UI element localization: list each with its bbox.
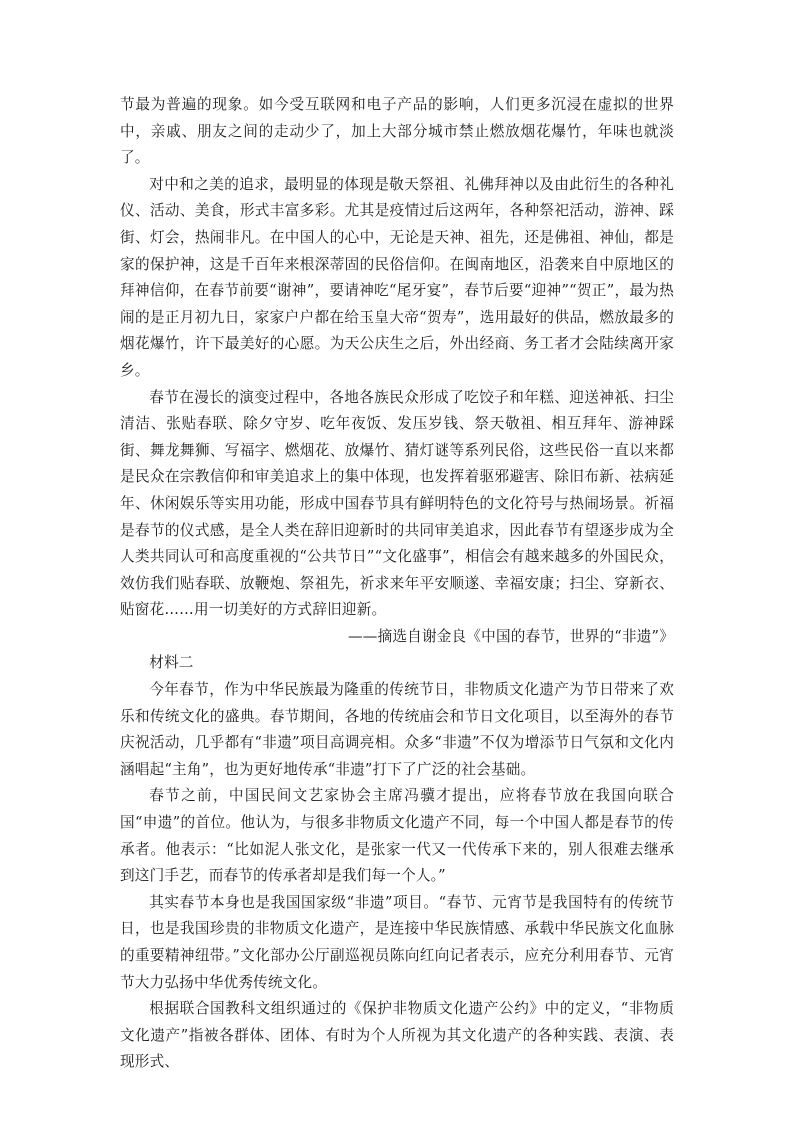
paragraph-unesco-definition: 根据联合国教科文组织通过的《保护非物质文化遗产公约》中的定义，“非物质文化遗产”指被各群体、团体、有时为个人所视为其文化遗产的各种实践、表演、表现形式、 xyxy=(120,1000,674,1071)
paragraph-worship: 对中和之美的追求，最明显的体现是敬天祭祖、礼佛拜神以及由此衍生的各种礼仪、活动、美食，形式丰富多彩。尤其是疫情过后这两年，各种祭祀活动，游神、踩街、灯会，热闹非凡。在中国人的心中，无论是天神、祖先，还是佛祖、神仙，都是家的保护神，这是千百年来根深蒂固的民俗信仰。在闽南地区，沿袭来自中原地区的拜神信仰，在春节前要“谢神”，要请神吃“尾牙宴”，春节后要“迎神”“贺正”，最为热闹的是正月初九日，家家户户都在给玉皇大帝“贺寿”，选用最好的供品，燃放最多的烟花爆竹，许下最美好的心愿。为天公庆生之后，外出经商、务工者才会陆续离开家乡。 xyxy=(120,175,674,379)
paragraph-continuation: 节最为普遍的现象。如今受互联网和电子产品的影响，人们更多沉浸在虚拟的世界中，亲戚、朋友之间的走动少了，加上大部分城市禁止燃放烟花爆竹，年味也就淡了。 xyxy=(120,96,674,167)
paragraph-feng-jicai: 春节之前，中国民间文艺家协会主席冯骥才提出，应将春节放在我国向联合国“申遗”的首位。他认为，与很多非物质文化遗产不同，每一个中国人都是春节的传承者。他表示：“比如泥人张文化，是张家一代又一代传承下来的，别人很难去继承到这门手艺，而春节的传承者却是我们每一个人。” xyxy=(120,787,674,885)
paragraph-national-project: 其实春节本身也是我国国家级“非遗”项目。“春节、元宵节是我国特有的传统节日，也是我国珍贵的非物质文化遗产，是连接中华民族情感、承载中华民族文化血脉的重要精神纽带。”文化部办公厅副巡视员陈向红向记者表示，应充分利用春节、元宵节大力弘扬中华优秀传统文化。 xyxy=(120,893,674,991)
paragraph-customs: 春节在漫长的演变过程中，各地各族民众形成了吃饺子和年糕、迎送神祇、扫尘清洁、张贴春联、除夕守岁、吃年夜饭、发压岁钱、祭天敬祖、相互拜年、游神踩街、舞龙舞狮、写福字、燃烟花、放爆竹、猜灯谜等系列民俗，这些民俗一直以来都是民众在宗教信仰和审美追求上的集中体现，也发挥着驱邪避害、除旧布新、祛病延年、休闲娱乐等实用功能，形成中国春节具有鲜明特色的文化符号与热闹场景。祈福是春节的仪式感，是全人类在辞旧迎新时的共同审美追求，因此春节有望逐步成为全人类共同认可和高度重视的“公共节日”“文化盛事”，相信会有越来越多的外国民众，效仿我们贴春联、放鞭炮、祭祖先，祈求来年平安顺遂、幸福安康；扫尘、穿新衣、贴窗花……用一切美好的方式辞旧迎新。 xyxy=(120,388,674,619)
document-page xyxy=(120,92,674,1076)
paragraph-intangible-heritage: 今年春节，作为中华民族最为隆重的传统节日，非物质文化遗产为节日带来了欢乐和传统文化的盛典。春节期间，各地的传统庙会和节日文化项目，以至海外的春节庆祝活动，几乎都有“非遗”项目高调亮相。众多“非遗”不仅为增添节日气氛和文化内涵唱起“主角”，也为更好地传承“非遗”打下了广泛的社会基础。 xyxy=(120,681,674,778)
source-citation: ——摘选自谢金良《中国的春节，世界的“非遗”》 xyxy=(348,627,674,645)
material-heading: 材料二 xyxy=(149,654,194,672)
